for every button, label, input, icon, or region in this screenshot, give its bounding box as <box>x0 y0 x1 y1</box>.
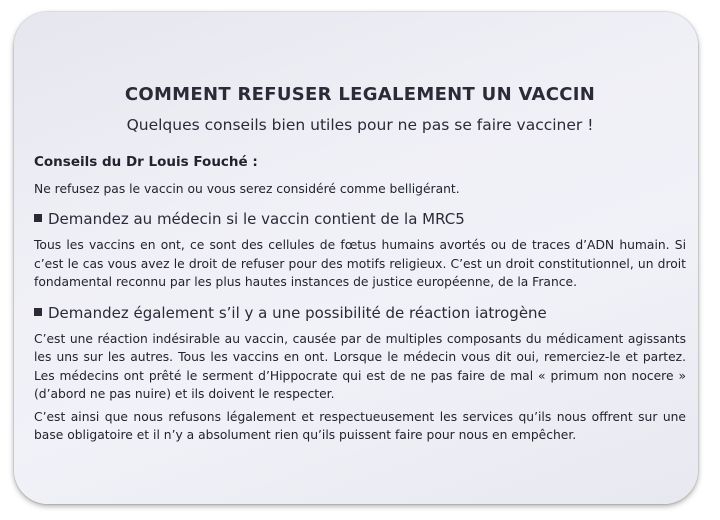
section-mrc5 <box>34 208 686 292</box>
document-content <box>34 82 686 445</box>
author-heading: Conseils du Dr Louis Fouché : <box>34 154 258 170</box>
section-iatrogenic <box>34 302 686 445</box>
document-card <box>14 12 698 504</box>
document-subtitle: Quelques conseils bien utiles pour ne pas se faire vacciner ! <box>126 116 594 134</box>
section-heading <box>34 302 686 324</box>
section-heading <box>34 208 686 230</box>
section-heading-text: Demandez également s’il y a une possibilité de réaction iatrogène <box>48 303 547 322</box>
section-paragraph: C’est une réaction indésirable au vaccin, causée par de multiples composants du médicament agissants les uns sur les autres. Tous les vaccins en ont. Lorsque le médecin vous dit oui, remerciez-le et partez. Les médecins ont prêté le serment d’Hippocrate qui est de ne pas faire de mal « primum non nocere » (d’abord ne pas nuire) et ils doivent le respecter. <box>34 331 686 401</box>
document-title: COMMENT REFUSER LEGALEMENT UN VACCIN <box>124 84 596 105</box>
section-heading-text: Demandez au médecin si le vaccin contient de la MRC5 <box>48 210 465 228</box>
square-bullet-icon <box>34 308 42 316</box>
section-paragraph: C’est ainsi que nous refusons légalement et respectueusement les services qu’ils nous offrent sur une base obligatoire et il n’y a absolument rien qu’ils puissent faire pour nous en empêcher. <box>34 409 686 442</box>
square-bullet-icon <box>34 214 42 222</box>
intro-text: Ne refusez pas le vaccin ou vous serez considéré comme belligérant. <box>34 182 460 196</box>
section-paragraph: Tous les vaccins en ont, ce sont des cellules de fœtus humains avortés ou de traces d’ADN humain. Si c’est le cas vous avez le droit de refuser pour des motifs religieux. C’est un droit constitutionnel, un droit fondamental reconnu par les plus hautes instances de justice européenne, de la France. <box>34 238 686 289</box>
